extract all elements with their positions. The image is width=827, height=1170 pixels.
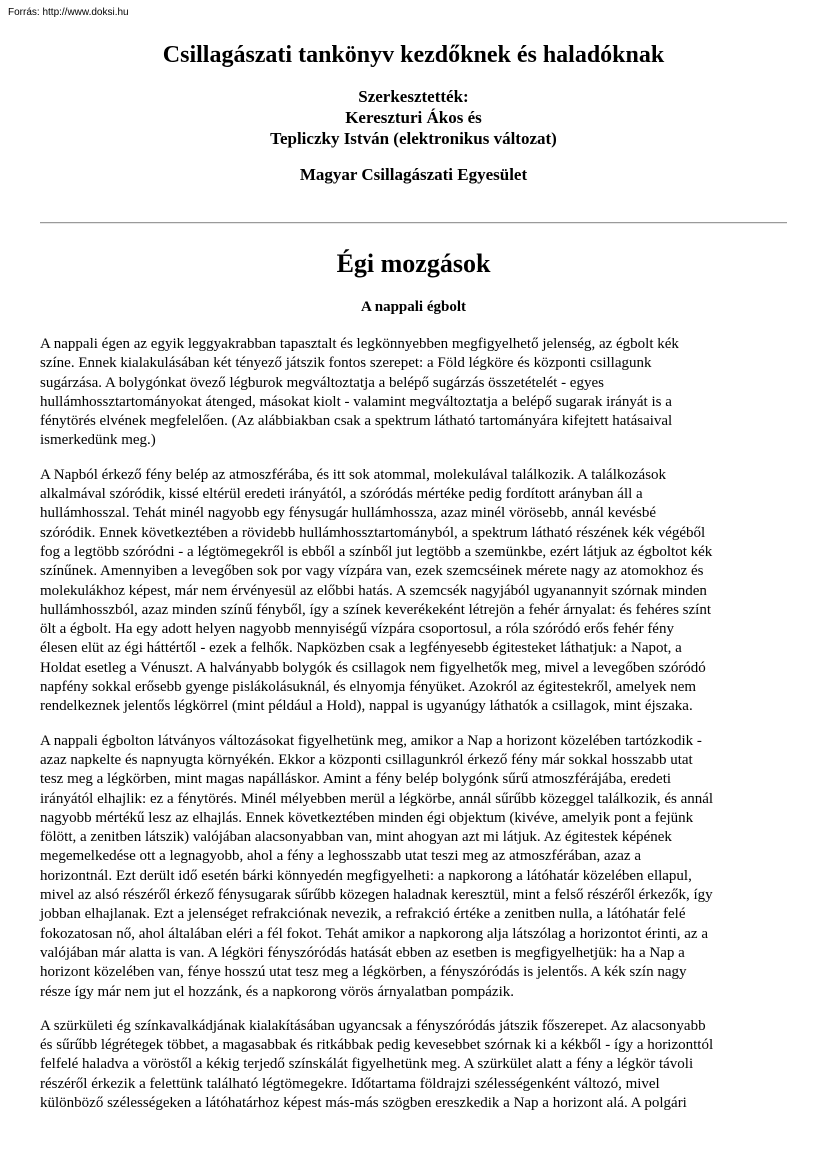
publisher-society: Magyar Csillagászati Egyesület (299, 165, 528, 184)
text-line: A Napból érkező fény belép az atmoszférába, és itt sok atommal, molekulával találkozik. A találkozások (40, 466, 667, 483)
text-line: hullámhosszal. Tehát minél nagyobb egy fénysugár hullámhossza, azaz minél vörösebb, annál kevésbé (40, 505, 656, 522)
editor-name: Kereszturi Ákos és (345, 108, 482, 127)
paragraph (40, 466, 787, 717)
text-line: ölt a égbolt. Ha egy adott helyen nagyobb mennyiségű vízpára csoportosul, a róla szóródó erős fehér fény (40, 621, 674, 638)
text-line: A nappali égen az egyik leggyakrabban tapasztalt és legkönnyebben megfigyelhető jelenség, az égbolt kék (40, 336, 679, 352)
section-title: A nappali égbolt (360, 299, 467, 315)
editors-block (40, 86, 787, 149)
body-text (40, 335, 787, 1128)
text-line: A szürkületi ég színkavalkádjának kialakításában ugyancsak a fényszóródás játszik főszerepet. Az alacsonyabb (40, 1017, 706, 1034)
text-line: színűnek. Amennyiben a levegőben sok por vagy vízpára van, ezek szemcséinek mérete nagy az atomokhoz és (40, 563, 704, 580)
text-line: horizontnál. Ezt derült idő esetén bárki könnyedén megfigyelheti: a napkorong a látóhatár közelében ellapul, (40, 867, 692, 884)
text-line: fokozatosan nő, ahol általában eléri a fél fokot. Tehát amikor a napkorong alja látszólag a horizontot érinti, az a (40, 925, 708, 942)
text-line: A nappali égbolton látványos változásokat figyelhetünk meg, amikor a Nap a horizont közelében tartózkodik - (40, 732, 702, 749)
text-line: élesen elüt az égi háttértől - ezek a felhők. Napközben csak a legfényesebb égitesteket láthatjuk: a Napot, a (40, 640, 682, 657)
paragraph (40, 1017, 787, 1113)
text-line: mivel az alsó részéről érkező fénysugarak sűrűbb közegen haladnak keresztül, mint a felső részéről érkezők, így (40, 887, 713, 904)
text-line: szóródik. Ennek következtében a rövidebb hullámhossztartományból, a spektrum látható részének kék végéből (40, 524, 706, 541)
source-attribution: Forrás: http://www.doksi.hu (8, 7, 129, 18)
text-line: színe. Ennek kialakulásában két tényező játszik fontos szerepet: a Föld légköre és központi csillagunk (40, 355, 652, 372)
text-line: valójában már alatta is van. A légköri fényszóródás hatását ebben az esetben is megfigyelhetjük: ha a Nap a (40, 944, 685, 961)
book-title: Csillagászati tankönyv kezdőknek és haladóknak (162, 42, 665, 68)
text-line: napfény sokkal erősebb gyenge pislákolásuknál, és elnyomja fényüket. Azokról az égitestekről, amelyek nem (40, 679, 697, 696)
text-line: Holdat esetleg a Vénuszt. A halványabb bolygók és csillagok nem figyelhetők meg, mivel a levegőben szóródó (40, 659, 706, 676)
text-line: fölött, a zenitben látszik) valójában alacsonyabban van, mint ahogyan azt mi látjuk. Az égitestek képének (40, 829, 672, 846)
paragraph (40, 732, 787, 1002)
document-header (40, 40, 787, 185)
text-line: és sűrűbb légrétegek többet, a magasabbak és ritkábbak pedig kevesebbet szórnak ki a kékből - így a horizonttól (40, 1037, 714, 1054)
text-line: fénytörés elvének megfelelően. (Az alábbiakban csak a spektrum látható tartományára kifejtett hatásaival (40, 413, 673, 430)
text-line: rendelkeznek jelentős légkörrel (mint például a Hold), nappal is ugyanúgy láthatók a csillagok, mint éjszaka. (40, 698, 693, 715)
text-line: tesz meg a légkörben, mint magas napálláskor. Amint a fény belép bolygónk sűrű atmoszférájába, eredeti (40, 771, 672, 788)
text-line: különböző szélességeken a látóhatárhoz képest más-más szögben ereszkedik a Nap a horizont alá. A polgári (40, 1094, 687, 1111)
text-line: ismerkedünk meg.) (40, 432, 156, 449)
text-line: részéről érkezik a felettünk található légtömegekre. Időtartama földrajzi szélességenként változó, mivel (40, 1075, 660, 1092)
text-line: része így már nem jut el hozzánk, és a napkorong vörös árnyalatban pompázik. (40, 983, 515, 1000)
text-line: molekulákhoz képest, már nem érvényesül az előbbi hatás. A szemcsék nagyjából ugyanannyit szórnak minden (40, 582, 707, 599)
paragraph (40, 335, 787, 451)
text-line: jobban elhajlanak. Ezt a jelenséget refrakciónak nevezik, a refrakció értéke a zenitben nulla, a látóhatár felé (40, 906, 686, 923)
text-line: azaz napkelte és napnyugta környékén. Ekkor a központi csillagunkról érkező fény már sokkal hosszabb utat (40, 751, 693, 768)
text-line: irányától elhajlik: ez a fénytörés. Minél mélyebben merül a légkörbe, annál sűrűbb közeggel találkozik, és annál (40, 790, 714, 807)
text-line: megemelkedése ott a legnagyobb, ahol a fény a leghosszabb utat teszi meg az atmoszférában, azaz a (40, 848, 641, 865)
text-line: sugárzása. A bolygónkat övező légburok megváltoztatja a belépő sugárzás összetételét - egyes (40, 374, 604, 391)
text-line: nagyobb mértékű lesz az elhajlás. Ennek következtében minden égi objektum (kivéve, amelyik pont a fejünk (40, 809, 694, 826)
text-line: hullámhosszból, azaz minden színű fényből, így a színek keverékeként létrejön a fehér árnyalat: és fehéres színt (40, 601, 711, 618)
text-line: horizont közelében van, fénye hosszú utat tesz meg a légkörben, a fényszóródás is jelentős. A kék szín nagy (40, 964, 687, 981)
editors-label: Szerkesztették: (358, 87, 469, 106)
text-line: hullámhossztartományokat átenged, másokat kiolt - valamint megváltoztatja a belépő sugarak irányát is a (40, 393, 672, 410)
text-line: fog a legtöbb szóródni - a légtömegekről is ebből a színből jut legtöbb a szemünkbe, ezért látjuk az égboltot kék (40, 543, 713, 560)
horizontal-divider (40, 222, 787, 224)
editor-name: Tepliczky István (elektronikus változat) (270, 129, 557, 148)
text-line: alkalmával szóródik, kissé eltérül eredeti irányától, a szóródás mértéke pedig fordított arányban áll a (40, 486, 643, 503)
text-line: felfelé haladva a vöröstől a kékig terjedő színskálát figyelhetünk meg. A szürkület alatt a fény a légkör távoli (40, 1056, 694, 1073)
chapter-title: Égi mozgások (336, 249, 491, 278)
